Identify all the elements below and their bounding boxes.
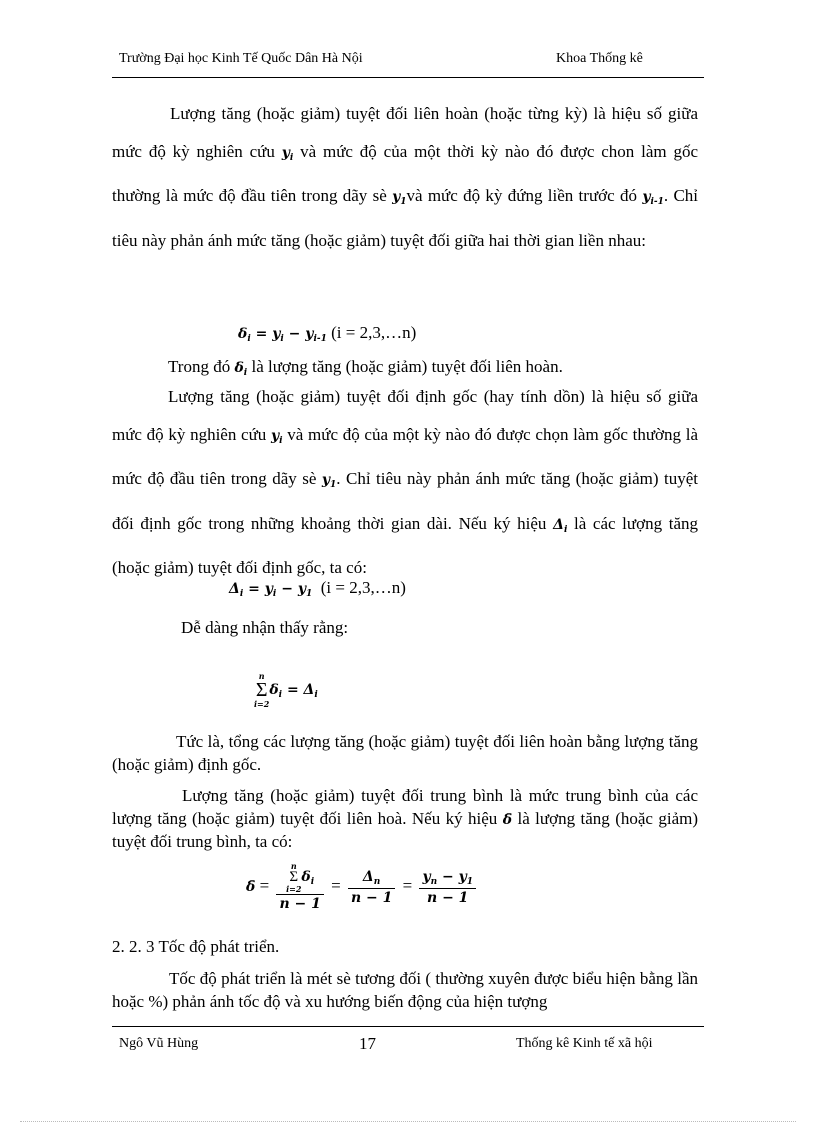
paragraph-1: Lượng tăng (hoặc giảm) tuyệt đối liên hoàn (hoặc từng kỳ) là hiệu số giữa mức độ kỳ nghiên cứu $y_i$ và mức độ của một thời kỳ nào đó được chon làm gốc thường là mức độ đầu tiên trong dãy sè $y_1và$ mức độ kỳ đứng liền trước đó $y_{i-1}$. Chỉ tiêu này phản ánh mức tăng (hoặc giảm) tuyệt đối giữa hai thời gian liền nhau: [112, 104, 699, 250]
paragraph-2: Trong đó $\delta_i$ là lượng tăng (hoặc giảm) tuyệt đối liên hoàn. [168, 357, 563, 378]
header-left: Trường Đại học Kinh Tế Quốc Dân Hà Nội [119, 51, 363, 66]
equation-delta-i: $\delta_i = y_i - y_{i-1}$ (i = 2,3,…n) [238, 323, 417, 344]
section-heading: 2. 2. 3 Tốc độ phát triển. [112, 937, 280, 956]
paragraph-7: Tốc độ phát triển là mét sè tương đối ( thường xuyên được biểu hiện bằng lần hoặc %) phản ánh tốc độ và xu hướng biến động của hiện tượng [112, 969, 698, 1011]
header-rule [112, 77, 704, 78]
equation-Delta-i: $\Delta_i = y_i - y_1$ (i = 2,3,…n) [229, 578, 406, 599]
footer-title: Thống kê Kinh tế xã hội [516, 1036, 653, 1051]
header-right: Khoa Thống kê [556, 51, 643, 66]
footer-author: Ngô Vũ Hùng [119, 1036, 199, 1051]
paragraph-3: Lượng tăng (hoặc giảm) tuyệt đối định gốc (hay tính dồn) là hiệu số giữa mức độ kỳ nghiên cứu $y_i$ và mức độ của một kỳ nào đó được chọn làm gốc thường là mức độ đầu tiên trong dãy sè $y_1$. Chỉ tiêu này phản ánh mức tăng (hoặc giảm) tuyệt đối định gốc trong những khoảng thời gian dài. Nếu ký hiệu $\Delta_i$ là các lượng tăng (hoặc giảm) tuyệt đối định gốc, ta có: [112, 387, 699, 577]
paragraph-6: Lượng tăng (hoặc giảm) tuyệt đối trung bình là mức trung bình của các lượng tăng (hoặc giảm) tuyệt đối liên hoà. Nếu ký hiệu δ̄ là lượng tăng (hoặc giảm) tuyệt đối trung bình, ta có: [112, 786, 699, 851]
equation-mean-delta: δ̄ = n Σ i=2 $\delta_i$ n − 1 = $\frac{\Delta_n}{n - 1}$ = $\frac{y_n - y_1}{n - 1}$ [246, 862, 479, 912]
footer-rule [112, 1026, 704, 1027]
equation-sum: n Σ i=2 $\delta_i = \Delta_i$ [254, 671, 318, 709]
page-break-line [20, 1121, 796, 1122]
page-number: 17 [359, 1034, 376, 1053]
paragraph-4: Dễ dàng nhận thấy rằng: [181, 618, 349, 637]
paragraph-5: Tức là, tổng các lượng tăng (hoặc giảm) tuyệt đối liên hoàn bằng lượng tăng (hoặc giảm) định gốc. [112, 732, 698, 774]
